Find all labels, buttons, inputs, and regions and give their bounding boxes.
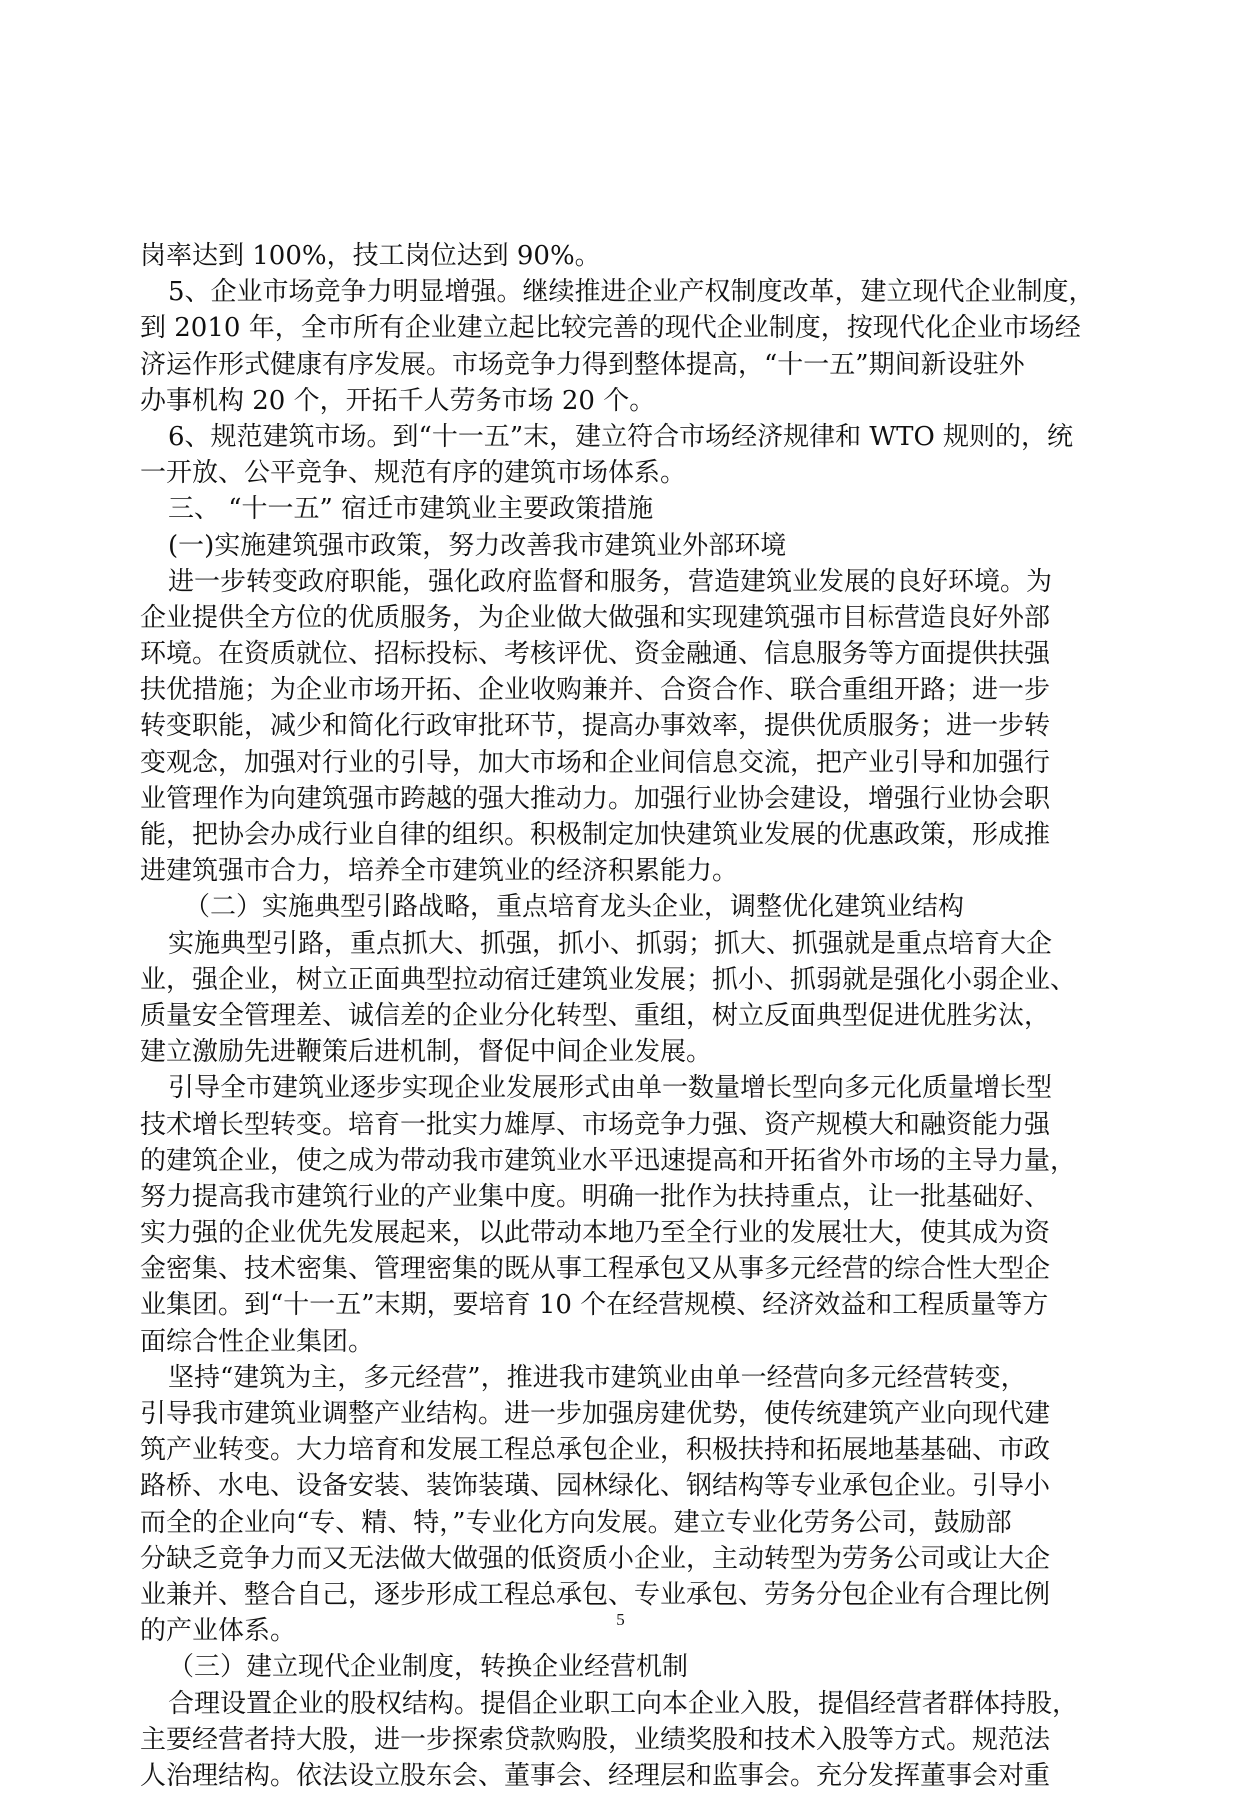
text-line: 努力提高我市建筑行业的产业集中度。明确一批作为扶持重点，让一批基础好、 — [140, 1181, 1051, 1212]
text-line: 金密集、技术密集、管理密集的既从事工程承包又从事多元经营的综合性大型企 — [140, 1254, 1051, 1285]
text-line: 实施典型引路，重点抓大、抓强，抓小、抓弱；抓大、抓强就是重点培育大企 — [168, 928, 1053, 959]
text-line: 分缺乏竞争力而又无法做大做强的低资质小企业，主动转型为劳务公司或让大企 — [140, 1543, 1051, 1574]
text-line: 合理设置企业的股权结构。提倡企业职工向本企业入股，提倡经营者群体持股， — [168, 1688, 1079, 1719]
page-number: 5 — [616, 1610, 625, 1629]
text-line: 扶优措施；为企业市场开拓、企业收购兼并、合资合作、联合重组开路；进一步 — [140, 675, 1051, 706]
body-text — [140, 238, 1150, 1794]
text-line: 坚持“建筑为主，多元经营”，推进我市建筑业由单一经营向多元经营转变， — [168, 1362, 1027, 1393]
text-line: 路桥、水电、设备安装、装饰装璜、园林绿化、钢结构等专业承包企业。引导小 — [140, 1471, 1051, 1502]
text-line: 一开放、公平竞争、规范有序的建筑市场体系。 — [140, 458, 687, 489]
text-line: 企业提供全方位的优质服务，为企业做大做强和实现建筑强市目标营造良好外部 — [140, 602, 1051, 633]
text-line: 变观念，加强对行业的引导，加大市场和企业间信息交流，把产业引导和加强行 — [140, 747, 1051, 778]
text-line: 筑产业转变。大力培育和发展工程总承包企业，积极扶持和拓展地基基础、市政 — [140, 1435, 1051, 1466]
text-line: 人治理结构。依法设立股东会、董事会、经理层和监事会。充分发挥董事会对重 — [140, 1760, 1051, 1791]
text-line: 面综合性企业集团。 — [140, 1326, 375, 1357]
text-line: 5、企业市场竞争力明显增强。继续推进企业产权制度改革，建立现代企业制度， — [168, 277, 1095, 308]
text-line: 到 2010 年，全市所有企业建立起比较完善的现代企业制度，按现代化企业市场经 — [140, 313, 1081, 344]
text-line: 而全的企业向“专、精、特，”专业化方向发展。建立专业化劳务公司，鼓励部 — [140, 1507, 1012, 1538]
text-line: 技术增长型转变。培育一批实力雄厚、市场竞争力强、资产规模大和融资能力强 — [140, 1109, 1051, 1140]
text-line: 转变职能，减少和简化行政审批环节，提高办事效率，提供优质服务；进一步转 — [140, 711, 1051, 742]
text-line: 进一步转变政府职能，强化政府监督和服务，营造建筑业发展的良好环境。为 — [168, 566, 1053, 597]
text-line: 建立激励先进鞭策后进机制，督促中间企业发展。 — [140, 1037, 713, 1068]
text-line: 三、 “十一五” 宿迁市建筑业主要政策措施 — [168, 494, 654, 525]
text-line: (一)实施建筑强市政策，努力改善我市建筑业外部环境 — [168, 530, 787, 561]
text-line: 引导全市建筑业逐步实现企业发展形式由单一数量增长型向多元化质量增长型 — [168, 1073, 1053, 1104]
text-line: （二）实施典型引路战略，重点培育龙头企业，调整优化建筑业结构 — [184, 892, 965, 923]
text-line: （三）建立现代企业制度，转换企业经营机制 — [168, 1652, 689, 1683]
text-line: 的建筑企业，使之成为带动我市建筑业水平迅速提高和开拓省外市场的主导力量， — [140, 1145, 1077, 1176]
text-line: 济运作形式健康有序发展。市场竞争力得到整体提高，“十一五”期间新设驻外 — [140, 349, 1025, 380]
text-line: 岗率达到 100%，技工岗位达到 90%。 — [140, 241, 601, 271]
text-line: 的产业体系。 — [140, 1616, 297, 1647]
text-line: 业兼并、整合自己，逐步形成工程总承包、专业承包、劳务分包企业有合理比例 — [140, 1579, 1051, 1610]
text-line: 业，强企业，树立正面典型拉动宿迁建筑业发展；抓小、抓弱就是强化小弱企业、 — [140, 964, 1077, 995]
text-line: 业管理作为向建筑强市跨越的强大推动力。加强行业协会建设，增强行业协会职 — [140, 783, 1051, 814]
text-line: 能，把协会办成行业自律的组织。积极制定加快建筑业发展的优惠政策，形成推 — [140, 820, 1051, 850]
text-line: 引导我市建筑业调整产业结构。进一步加强房建优势，使传统建筑产业向现代建 — [140, 1399, 1051, 1429]
text-line: 实力强的企业优先发展起来，以此带动本地乃至全行业的发展壮大，使其成为资 — [140, 1218, 1051, 1249]
text-line: 办事机构 20 个，开拓千人劳务市场 20 个。 — [140, 385, 656, 416]
text-line: 环境。在资质就位、招标投标、考核评优、资金融通、信息服务等方面提供扶强 — [140, 639, 1051, 670]
text-line: 质量安全管理差、诚信差的企业分化转型、重组，树立反面典型促进优胜劣汰， — [140, 1000, 1051, 1031]
text-line: 进建筑强市合力，培养全市建筑业的经济积累能力。 — [140, 856, 739, 887]
text-line: 业集团。到“十一五”末期，要培育 10 个在经营规模、经济效益和工程质量等方 — [140, 1290, 1049, 1321]
text-line: 主要经营者持大股，进一步探索贷款购股，业绩奖股和技术入股等方式。规范法 — [140, 1724, 1051, 1755]
text-line: 6、规范建筑市场。到“十一五”末，建立符合市场经济规律和 WTO 规则的，统 — [168, 421, 1074, 452]
